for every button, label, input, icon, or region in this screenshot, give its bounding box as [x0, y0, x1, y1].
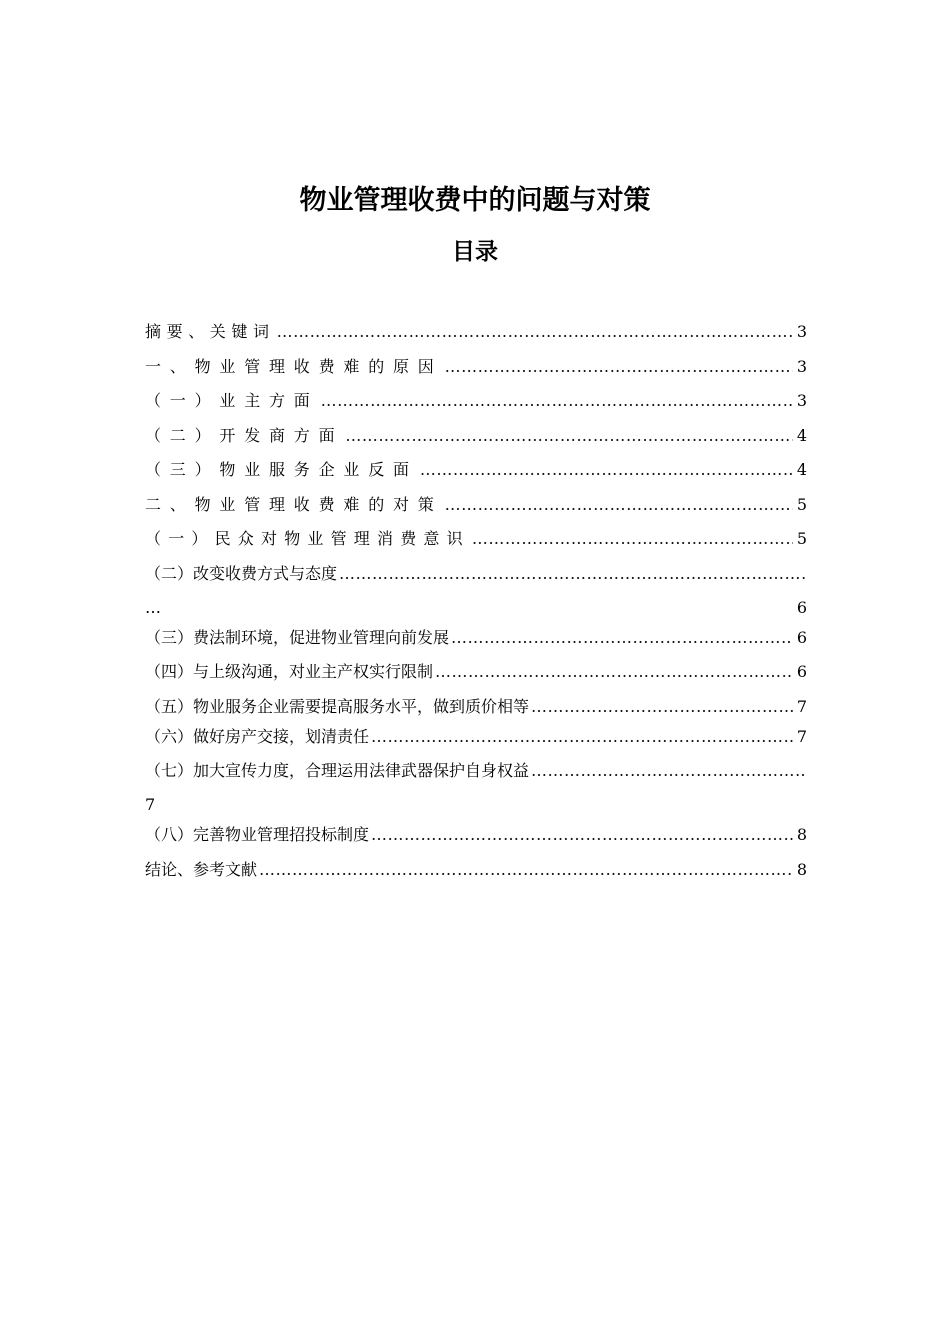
- toc-entry-2-8[interactable]: [145, 825, 807, 845]
- toc-entry-line: [145, 598, 807, 618]
- toc-page-number: 8: [796, 825, 807, 844]
- toc-leader-dots: [259, 860, 793, 880]
- toc-entry-label: （八）完善物业管理招投标制度: [145, 825, 370, 844]
- toc-entry-2-3[interactable]: [145, 628, 807, 648]
- toc-page-number: 3: [796, 322, 807, 341]
- toc-entry-2-4[interactable]: [145, 662, 807, 682]
- toc-page-number: 4: [796, 460, 807, 479]
- toc-leader-dots: [420, 460, 793, 480]
- toc-entry-2-6[interactable]: [145, 727, 807, 747]
- toc-leader-dots: [321, 391, 793, 411]
- toc-leader-dots: [371, 727, 793, 747]
- toc-page-number: 3: [796, 356, 807, 376]
- toc-leader-dots: [371, 825, 793, 845]
- toc-leader-dots: [445, 495, 793, 515]
- toc-page-number: 7: [796, 696, 807, 716]
- toc-entry-2-1[interactable]: [145, 529, 807, 549]
- toc-page-number: 6: [796, 597, 807, 617]
- toc-page-number: 7: [145, 795, 156, 814]
- toc-entry-label: （二）开发商方面: [145, 425, 344, 445]
- toc-entry-part-1[interactable]: [145, 357, 807, 377]
- toc-page-number: 7: [796, 726, 807, 746]
- toc-entry-2-5[interactable]: [145, 697, 807, 717]
- toc-leader-overflow: …: [145, 597, 161, 617]
- toc-leader-dots: [345, 426, 793, 446]
- table-of-contents: [145, 322, 807, 894]
- toc-entry-label: （六）做好房产交接，划清责任: [145, 726, 370, 746]
- toc-leader-dots: [531, 761, 807, 781]
- toc-page-number: 5: [796, 494, 807, 514]
- toc-leader-dots: [435, 662, 793, 682]
- toc-entry-label: （一）民众对物业管理消费意识: [145, 529, 470, 548]
- toc-page-number: 4: [796, 425, 807, 445]
- toc-page-number: 3: [796, 391, 807, 410]
- toc-entry-label: （四）与上级沟通，对业主产权实行限制: [145, 662, 434, 681]
- toc-entry-1-1[interactable]: [145, 391, 807, 411]
- toc-entry-abstract[interactable]: [145, 322, 807, 342]
- toc-leader-dots: [451, 628, 793, 648]
- toc-entry-label: （三）物业服务企业反面: [145, 460, 418, 479]
- toc-entry-label: （二）改变收费方式与态度: [145, 563, 338, 583]
- toc-entry-2-7[interactable]: [145, 761, 807, 815]
- toc-page-number: 5: [796, 529, 807, 548]
- toc-entry-label: 二、物业管理收费难的对策: [145, 494, 443, 514]
- toc-entry-label: （三）费法制环境，促进物业管理向前发展: [145, 627, 450, 647]
- toc-page-number: 8: [796, 859, 807, 879]
- toc-entry-label: （五）物业服务企业需要提高服务水平，做到质价相等: [145, 696, 530, 716]
- toc-leader-dots: [339, 564, 807, 584]
- toc-entry-part-2[interactable]: [145, 495, 807, 515]
- toc-entry-label: （一）业主方面: [145, 391, 319, 410]
- toc-page-number: 6: [796, 627, 807, 647]
- toc-entry-label: 结论、参考文献: [145, 859, 258, 879]
- toc-entry-label: 摘要、关键词: [145, 322, 275, 341]
- toc-entry-2-2[interactable]: [145, 564, 807, 618]
- toc-entry-label: （七）加大宣传力度，合理运用法律武器保护自身权益: [145, 761, 530, 780]
- toc-entry-label: 一、物业管理收费难的原因: [145, 356, 443, 376]
- toc-entry-line: [145, 761, 807, 781]
- toc-entry-1-3[interactable]: [145, 460, 807, 480]
- toc-entry-line: [145, 564, 807, 584]
- document-title: 物业管理收费中的问题与对策: [299, 185, 651, 216]
- toc-heading: 目录: [452, 239, 498, 265]
- toc-leader-dots: [531, 697, 793, 717]
- toc-leader-dots: [277, 322, 793, 342]
- toc-entry-line: [145, 795, 807, 815]
- toc-entry-conclusion[interactable]: [145, 860, 807, 880]
- toc-leader-dots: [472, 529, 793, 549]
- toc-page-number: 6: [796, 662, 807, 681]
- toc-entry-1-2[interactable]: [145, 426, 807, 446]
- toc-leader-dots: [445, 357, 793, 377]
